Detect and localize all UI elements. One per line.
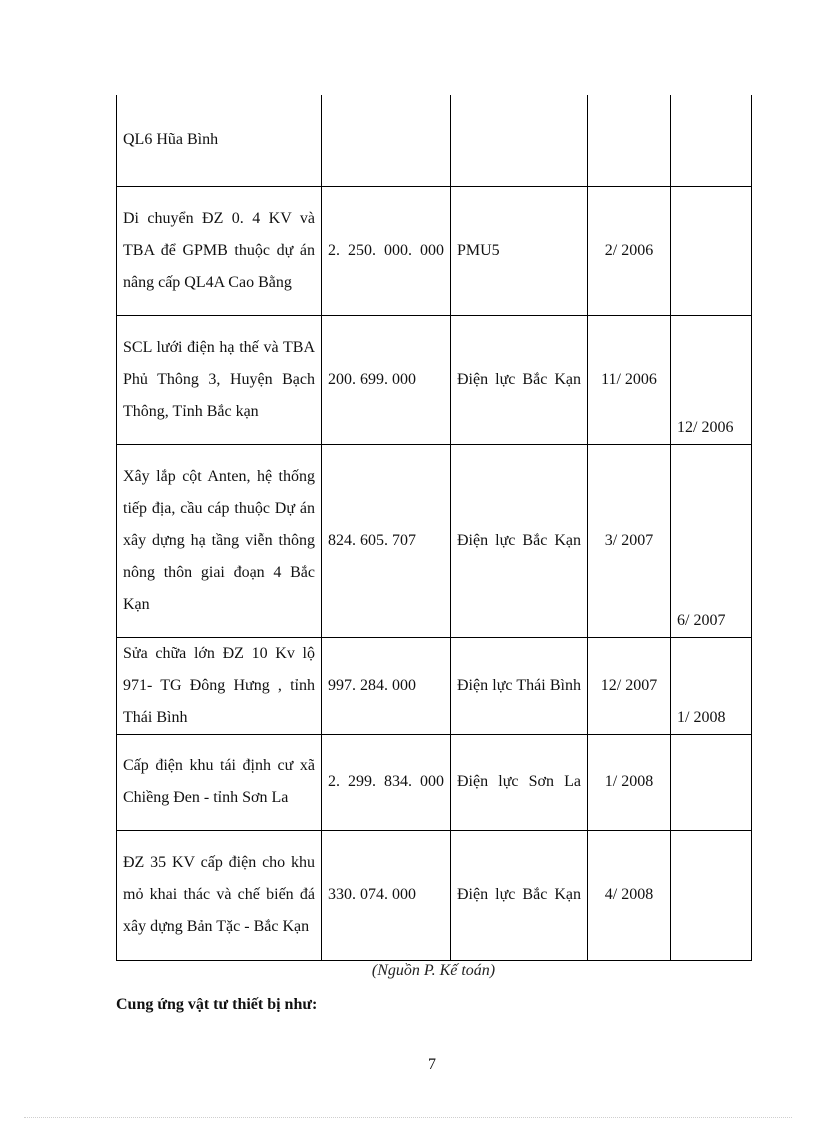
project-name-cell: SCL lưới điện hạ thế và TBA Phủ Thông 3, Huyện Bạch Thông, Tỉnh Bắc kạn: [117, 315, 322, 444]
start-date-cell: 3/ 2007: [588, 444, 671, 637]
table-row: [117, 444, 752, 637]
contract-value-cell: [322, 95, 451, 186]
contract-value-cell: 824. 605. 707: [322, 444, 451, 637]
project-name-cell: Cấp điện khu tái định cư xã Chiềng Đen - tỉnh Sơn La: [117, 734, 322, 830]
source-note: (Nguồn P. Kế toán): [371, 962, 496, 979]
table-row: [117, 830, 752, 960]
contract-value-cell: 997. 284. 000: [322, 637, 451, 734]
end-date-cell: 6/ 2007: [671, 444, 752, 637]
client-cell: Điện lực Thái Bình: [451, 637, 588, 734]
contract-value-cell: 2. 299. 834. 000: [322, 734, 451, 830]
projects-table: [116, 95, 752, 961]
client-cell: [451, 95, 588, 186]
end-date-cell: 1/ 2008: [671, 637, 752, 734]
client-cell: Điện lực Bắc Kạn: [451, 830, 588, 960]
table-row: [117, 315, 752, 444]
page-bottom-divider: [24, 1117, 792, 1118]
project-name-cell: ĐZ 35 KV cấp điện cho khu mỏ khai thác và chế biến đá xây dựng Bản Tặc - Bắc Kạn: [117, 830, 322, 960]
project-name-cell: Di chuyển ĐZ 0. 4 KV và TBA để GPMB thuộc dự án nâng cấp QL4A Cao Bằng: [117, 186, 322, 315]
client-cell: Điện lực Bắc Kạn: [451, 315, 588, 444]
project-name-cell: QL6 Hũa Bình: [117, 95, 322, 186]
page-number: 7: [428, 1056, 436, 1073]
start-date-cell: 2/ 2006: [588, 186, 671, 315]
project-name-cell: Sửa chữa lớn ĐZ 10 Kv lộ 971- TG Đông Hưng , tỉnh Thái Bình: [117, 637, 322, 734]
contract-value-cell: 330. 074. 000: [322, 830, 451, 960]
project-name-cell: Xây lắp cột Anten, hệ thống tiếp địa, cầu cáp thuộc Dự án xây dựng hạ tầng viễn thông nông thôn giai đoạn 4 Bắc Kạn: [117, 444, 322, 637]
contract-value-cell: 200. 699. 000: [322, 315, 451, 444]
start-date-cell: 1/ 2008: [588, 734, 671, 830]
client-cell: Điện lực Sơn La: [451, 734, 588, 830]
section-heading: Cung ứng vật tư thiết bị như:: [116, 996, 318, 1013]
contract-value-cell: 2. 250. 000. 000: [322, 186, 451, 315]
table-row: [117, 734, 752, 830]
end-date-cell: 12/ 2006: [671, 315, 752, 444]
table-row: [117, 186, 752, 315]
start-date-cell: [588, 95, 671, 186]
end-date-cell: [671, 186, 752, 315]
start-date-cell: 11/ 2006: [588, 315, 671, 444]
end-date-cell: [671, 830, 752, 960]
end-date-cell: [671, 734, 752, 830]
end-date-cell: [671, 95, 752, 186]
table-row: [117, 95, 752, 186]
start-date-cell: 4/ 2008: [588, 830, 671, 960]
start-date-cell: 12/ 2007: [588, 637, 671, 734]
client-cell: Điện lực Bắc Kạn: [451, 444, 588, 637]
table-row: [117, 637, 752, 734]
client-cell: PMU5: [451, 186, 588, 315]
